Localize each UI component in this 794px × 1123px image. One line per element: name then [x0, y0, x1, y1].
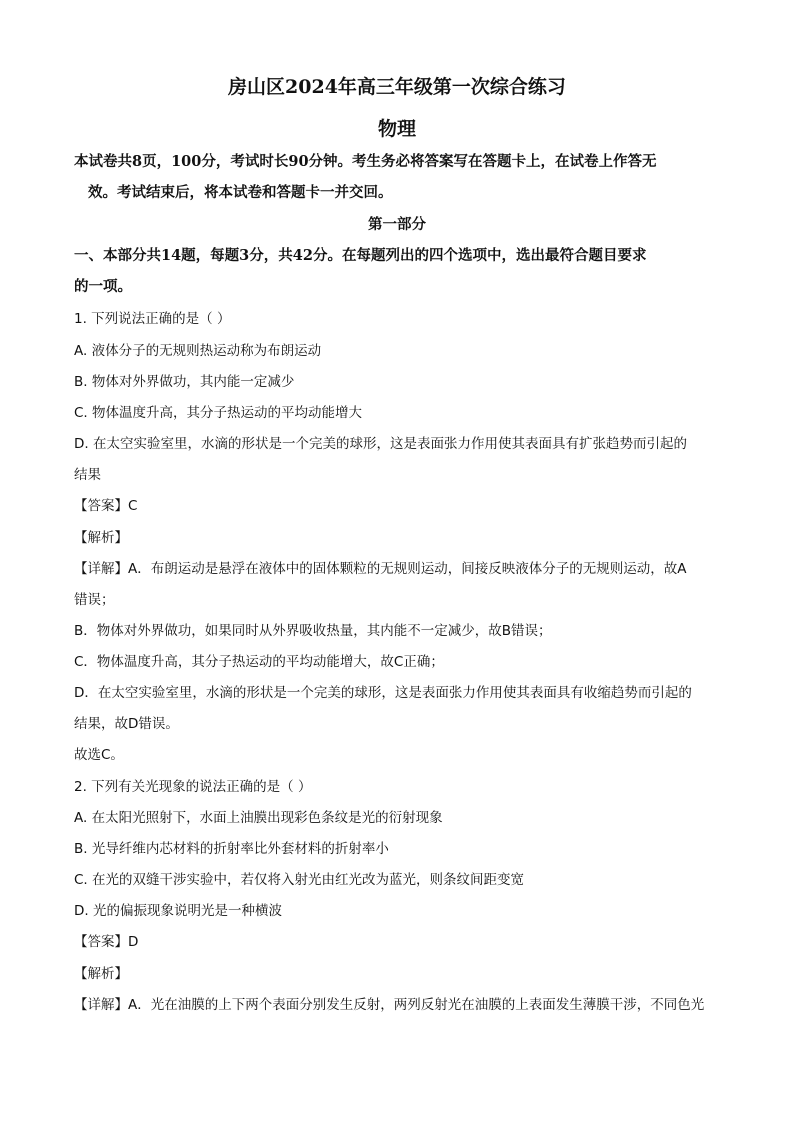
instructions-line-1: 本试卷共8页，100分，考试时长90分钟。考生务必将答案写在答题卡上，在试卷上作答无	[74, 153, 657, 170]
q2-option-d: D. 光的偏振现象说明光是一种横波	[74, 903, 282, 919]
q1-detail-line: 结果，故D错误。	[74, 716, 179, 732]
q2-answer: 【答案】D	[74, 934, 139, 950]
q1-detail-line: C．物体温度升高，其分子热运动的平均动能增大，故C正确；	[74, 654, 444, 670]
instructions-line-2: 效。考试结束后，将本试卷和答题卡一并交回。	[88, 184, 393, 201]
q2-analysis-label: 【解析】	[74, 966, 128, 982]
q1-detail-line: 【详解】A．布朗运动是悬浮在液体中的固体颗粒的无规则运动，间接反映液体分子的无规则运动，故A	[74, 561, 687, 577]
subject-title: 物理	[377, 118, 416, 140]
q2-option-c: C. 在光的双缝干涉实验中，若仅将入射光由红光改为蓝光，则条纹间距变宽	[74, 872, 525, 888]
q1-stem: 1. 下列说法正确的是（ ）	[74, 311, 231, 327]
q1-option-a: A. 液体分子的无规则热运动称为布朗运动	[74, 343, 322, 359]
q1-detail-line: D．在太空实验室里，水滴的形状是一个完美的球形，这是表面张力作用使其表面具有收缩趋势而引起的	[74, 685, 692, 701]
q1-option-b: B. 物体对外界做功，其内能一定减少	[74, 374, 295, 390]
q2-detail-line: 【详解】A．光在油膜的上下两个表面分别发生反射，两列反射光在油膜的上表面发生薄膜干涉，不同色光	[74, 997, 705, 1013]
section-line-2: 的一项。	[74, 278, 132, 295]
q1-detail-line: 错误；	[74, 592, 115, 608]
q1-option-d-line-1: D. 在太空实验室里，水滴的形状是一个完美的球形，这是表面张力作用使其表面具有扩张趋势而引起的	[74, 436, 687, 452]
q1-analysis-label: 【解析】	[74, 530, 128, 546]
page-title: 房山区2024年高三年级第一次综合练习	[228, 76, 566, 98]
q2-stem: 2. 下列有关光现象的说法正确的是（ ）	[74, 779, 312, 795]
q2-option-b: B. 光导纤维内芯材料的折射率比外套材料的折射率小	[74, 841, 389, 857]
q1-answer: 【答案】C	[74, 498, 138, 514]
part-heading: 第一部分	[368, 216, 426, 233]
q2-option-a: A. 在太阳光照射下，水面上油膜出现彩色条纹是光的衍射现象	[74, 810, 443, 826]
q1-detail-line: 故选C。	[74, 747, 124, 763]
q1-option-c: C. 物体温度升高，其分子热运动的平均动能增大	[74, 405, 363, 421]
q1-detail-line: B．物体对外界做功，如果同时从外界吸收热量，其内能不一定减少，故B错误；	[74, 623, 552, 639]
q1-option-d-line-2: 结果	[74, 467, 101, 483]
section-line-1: 一、本部分共14题，每题3分，共42分。在每题列出的四个选项中，选出最符合题目要求	[74, 247, 647, 264]
